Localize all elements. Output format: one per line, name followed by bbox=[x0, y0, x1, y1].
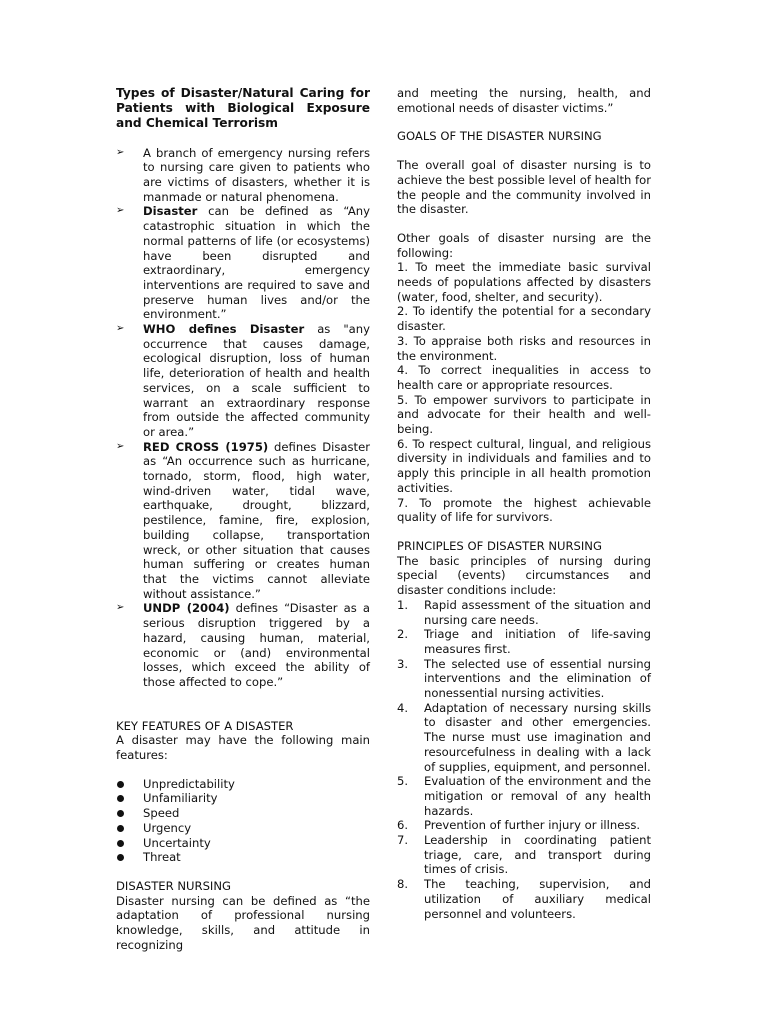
goal-item: 1. To meet the immediate basic survival needs of populations affected by disasters (water, food, shelter, and security). bbox=[397, 260, 651, 304]
arrow-bullet-icon: ➢ bbox=[116, 205, 125, 217]
key-features-heading: KEY FEATURES OF A DISASTER bbox=[116, 718, 294, 733]
principles-intro: The basic principles of nursing during special (events) circumstances and disaster conditions include: bbox=[397, 553, 651, 598]
principle-item: 3. The selected use of essential nursing interventions and the elimination of nonessential nursing activities. bbox=[397, 656, 651, 701]
goal-item: 4. To correct inequalities in access to health care or appropriate resources. bbox=[397, 363, 651, 392]
bullet-dot-icon bbox=[117, 840, 124, 847]
definition-item: ➢ RED CROSS (1975) defines Disaster as “An occurrence such as hurricane, tornado, storm, flood, high water, wind-driven water, tidal wave, earthquake, drought, blizzard, pestilence, famine, fire, explosion, building collapse, transportation wreck, or other situation that causes human suffering or creates human that the victims cannot alleviate without assistance.” bbox=[116, 439, 370, 601]
arrow-bullet-icon: ➢ bbox=[116, 323, 125, 335]
goals-heading: GOALS OF THE DISASTER NURSING bbox=[397, 129, 602, 144]
bullet-dot-icon bbox=[117, 825, 124, 832]
principle-item: 7. Leadership in coordinating patient triage, care, and transport during times of crisis. bbox=[397, 833, 651, 877]
principles-heading: PRINCIPLES OF DISASTER NURSING bbox=[397, 538, 602, 553]
arrow-bullet-icon: ➢ bbox=[116, 602, 125, 614]
definition-item: ➢ A branch of emergency nursing refers to nursing care given to patients who are victims of disasters, whether it is manmade or natural phenomena. bbox=[116, 145, 370, 204]
goal-item: 3. To appraise both risks and resources in the environment. bbox=[397, 333, 651, 363]
left-column bbox=[116, 86, 370, 952]
document-title: Types of Disaster/Natural Caring for Patients with Biological Exposure and Chemical Terrorism bbox=[116, 86, 370, 131]
principle-item: 4. Adaptation of necessary nursing skills to disaster and other emergencies. The nurse must use imagination and resourcefulness in dealing with a lack of supplies, equipment, and personnel. bbox=[397, 700, 651, 774]
feature-item: Unfamiliarity bbox=[116, 791, 370, 806]
right-column bbox=[397, 86, 651, 921]
feature-item: Threat bbox=[116, 850, 370, 865]
principle-item: 8. The teaching, supervision, and utilization of auxiliary medical personnel and volunteers. bbox=[397, 877, 651, 921]
features-list bbox=[116, 777, 370, 865]
overall-goal-text: The overall goal of disaster nursing is to achieve the best possible level of health for the people and the community involved in the disaster. bbox=[397, 158, 651, 217]
feature-item: Urgency bbox=[116, 821, 370, 836]
feature-item: Unpredictability bbox=[116, 777, 370, 792]
definition-item: ➢ WHO defines Disaster as "any occurrence that causes damage, ecological disruption, loss of human life, deterioration of health and health services, on a scale sufficient to warrant an extraordinary response from outside the affected community or area.” bbox=[116, 322, 370, 439]
principle-item: 1. Rapid assessment of the situation and nursing care needs. bbox=[397, 597, 651, 627]
key-features-intro: A disaster may have the following main features: bbox=[116, 733, 370, 763]
goal-item: 6. To respect cultural, lingual, and religious diversity in individuals and families and to apply this principle in all health promotion activities. bbox=[397, 436, 651, 495]
bullet-dot-icon bbox=[117, 781, 124, 788]
goal-item: 7. To promote the highest achievable quality of life for survivors. bbox=[397, 495, 651, 525]
definition-item: ➢ Disaster can be defined as “Any catastrophic situation in which the normal patterns of life (or ecosystems) have been disrupted and extraordinary, emergency interventions are required to save and preserve human lives and/or the environment.” bbox=[116, 204, 370, 322]
goal-item: 2. To identify the potential for a secondary disaster. bbox=[397, 304, 651, 334]
principle-item: 6. Prevention of further injury or illness. bbox=[397, 818, 641, 833]
arrow-bullet-icon: ➢ bbox=[116, 146, 125, 158]
other-goals-intro: Other goals of disaster nursing are the following: bbox=[397, 230, 651, 260]
disaster-nursing-text: Disaster nursing can be defined as “the adaptation of professional nursing knowledge, skills, and attitude in recognizing bbox=[116, 893, 370, 952]
bullet-dot-icon bbox=[117, 810, 124, 817]
definition-item: ➢ UNDP (2004) defines “Disaster as a serious disruption triggered by a hazard, causing human, material, economic or (and) environmental losses, which exceed the ability of those affected to cope.” bbox=[116, 601, 370, 689]
bullet-dot-icon bbox=[117, 795, 124, 802]
principle-item: 2. Triage and initiation of life-saving measures first. bbox=[397, 627, 651, 656]
definitions-list bbox=[116, 146, 370, 690]
feature-item: Speed bbox=[116, 806, 370, 821]
disaster-nursing-heading: DISASTER NURSING bbox=[116, 878, 232, 893]
goal-item: 5. To empower survivors to participate in and advocate for their health and well-being. bbox=[397, 392, 651, 437]
bullet-dot-icon bbox=[117, 854, 124, 861]
arrow-bullet-icon: ➢ bbox=[116, 440, 125, 452]
feature-item: Uncertainty bbox=[116, 836, 370, 851]
principles-list bbox=[397, 598, 651, 921]
continuation-text: and meeting the nursing, health, and emotional needs of disaster victims.” bbox=[397, 86, 651, 115]
principle-item: 5. Evaluation of the environment and the mitigation or removal of any health hazards. bbox=[397, 774, 651, 818]
